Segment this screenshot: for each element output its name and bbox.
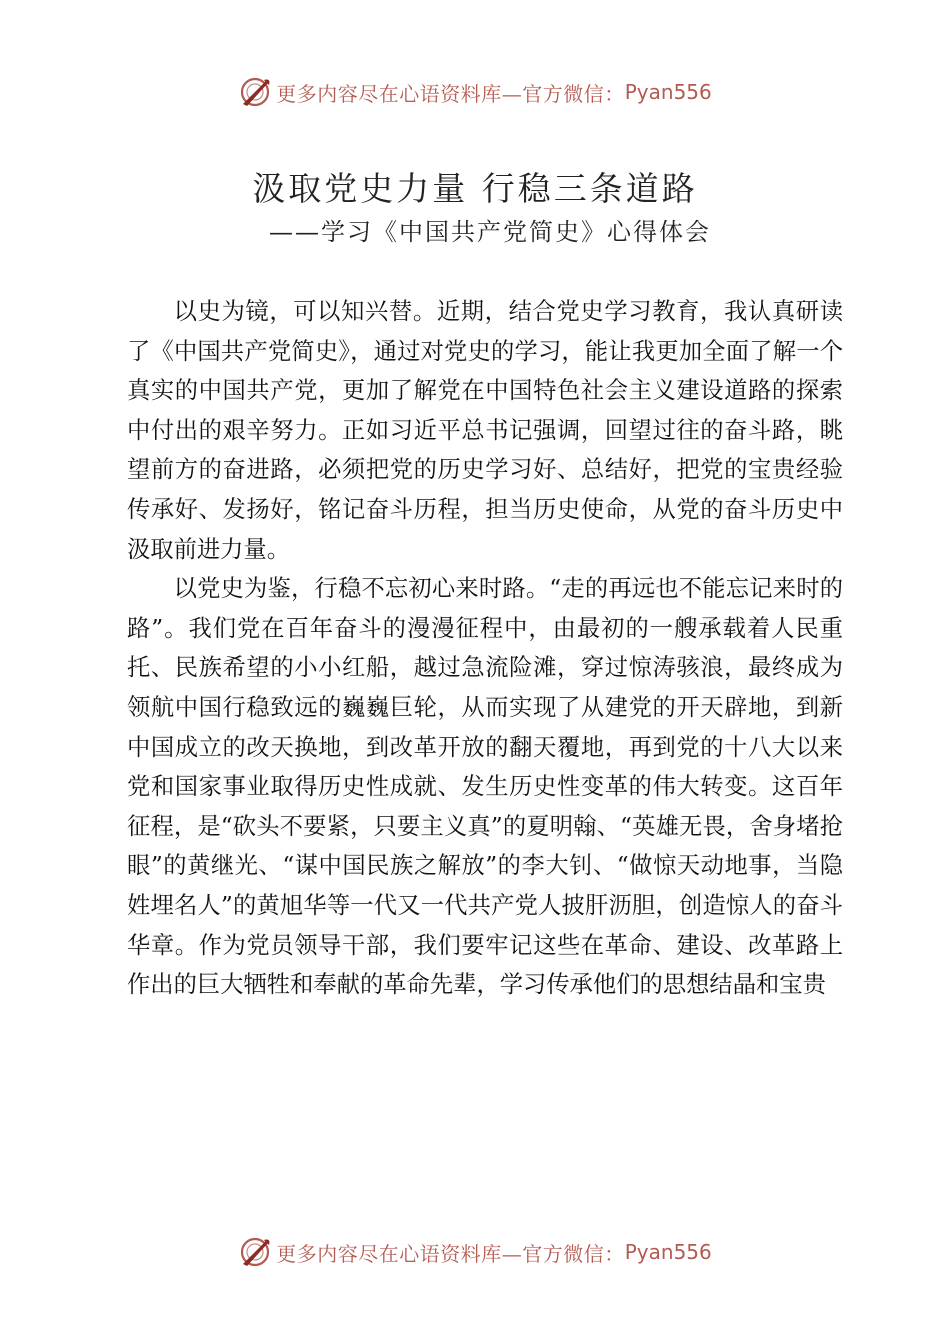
paragraph-2: 以党史为鉴，行稳不忘初心来时路。“走的再远也不能忘记来时的路”。我们党在百年奋斗的漫漫征程中，由最初的一艘承载着人民重托、民族希望的小小红船，越过急流险滩，穿过惊涛骇浪，最终成为领航中国行稳致远的巍巍巨轮，从而实现了从建党的开天辟地，到新中国成立的改天换地，到改革开放的翻天覆地，再到党的十八大以来党和国家事业取得历史性成就、发生历史性变革的伟大转变。这百年征程，是“砍头不要紧，只要主义真”的夏明翰、“英雄无畏，舍身堵抢眼”的黄继光、“谋中国民族之解放”的李大钊、“做惊天动地事，当隐姓埋名人”的黄旭华等一代又一代共产党人披肝沥胆，创造惊人的奋斗华章。作为党员领导干部，我们要牢记这些在革命、建设、改革路上作出的巨大牺牲和奉献的革命先辈，学习传承他们的思想结晶和宝贵	[127, 575, 843, 999]
banner-wechat-id: Pyan556	[624, 80, 712, 104]
footer-banner	[0, 1232, 950, 1272]
banner-wechat-id: Pyan556	[624, 1240, 712, 1264]
banner-text: 更多内容尽在心语资料库—官方微信：	[276, 1241, 625, 1266]
paragraph-1: 以史为镜，可以知兴替。近期，结合党史学习教育，我认真研读了《中国共产党简史》，通过对党史的学习，能让我更加全面了解一个真实的中国共产党，更加了解党在中国特色社会主义建设道路的探索中付出的艰辛努力。正如习近平总书记强调，回望过往的奋斗路，眺望前方的奋进路，必须把党的历史学习好、总结好，把党的宝贵经验传承好、发扬好，铭记奋斗历程，担当历史使命，从党的奋斗历史中汲取前进力量。	[127, 298, 843, 563]
quill-seal-icon	[238, 1235, 272, 1269]
document-body	[127, 292, 843, 1005]
header-banner	[0, 72, 950, 112]
document-subtitle: ——学习《中国共产党简史》心得体会	[269, 218, 711, 246]
document-title: 汲取党史力量 行稳三条道路	[252, 169, 698, 208]
quill-seal-icon	[238, 75, 272, 109]
banner-text: 更多内容尽在心语资料库—官方微信：	[276, 81, 625, 106]
